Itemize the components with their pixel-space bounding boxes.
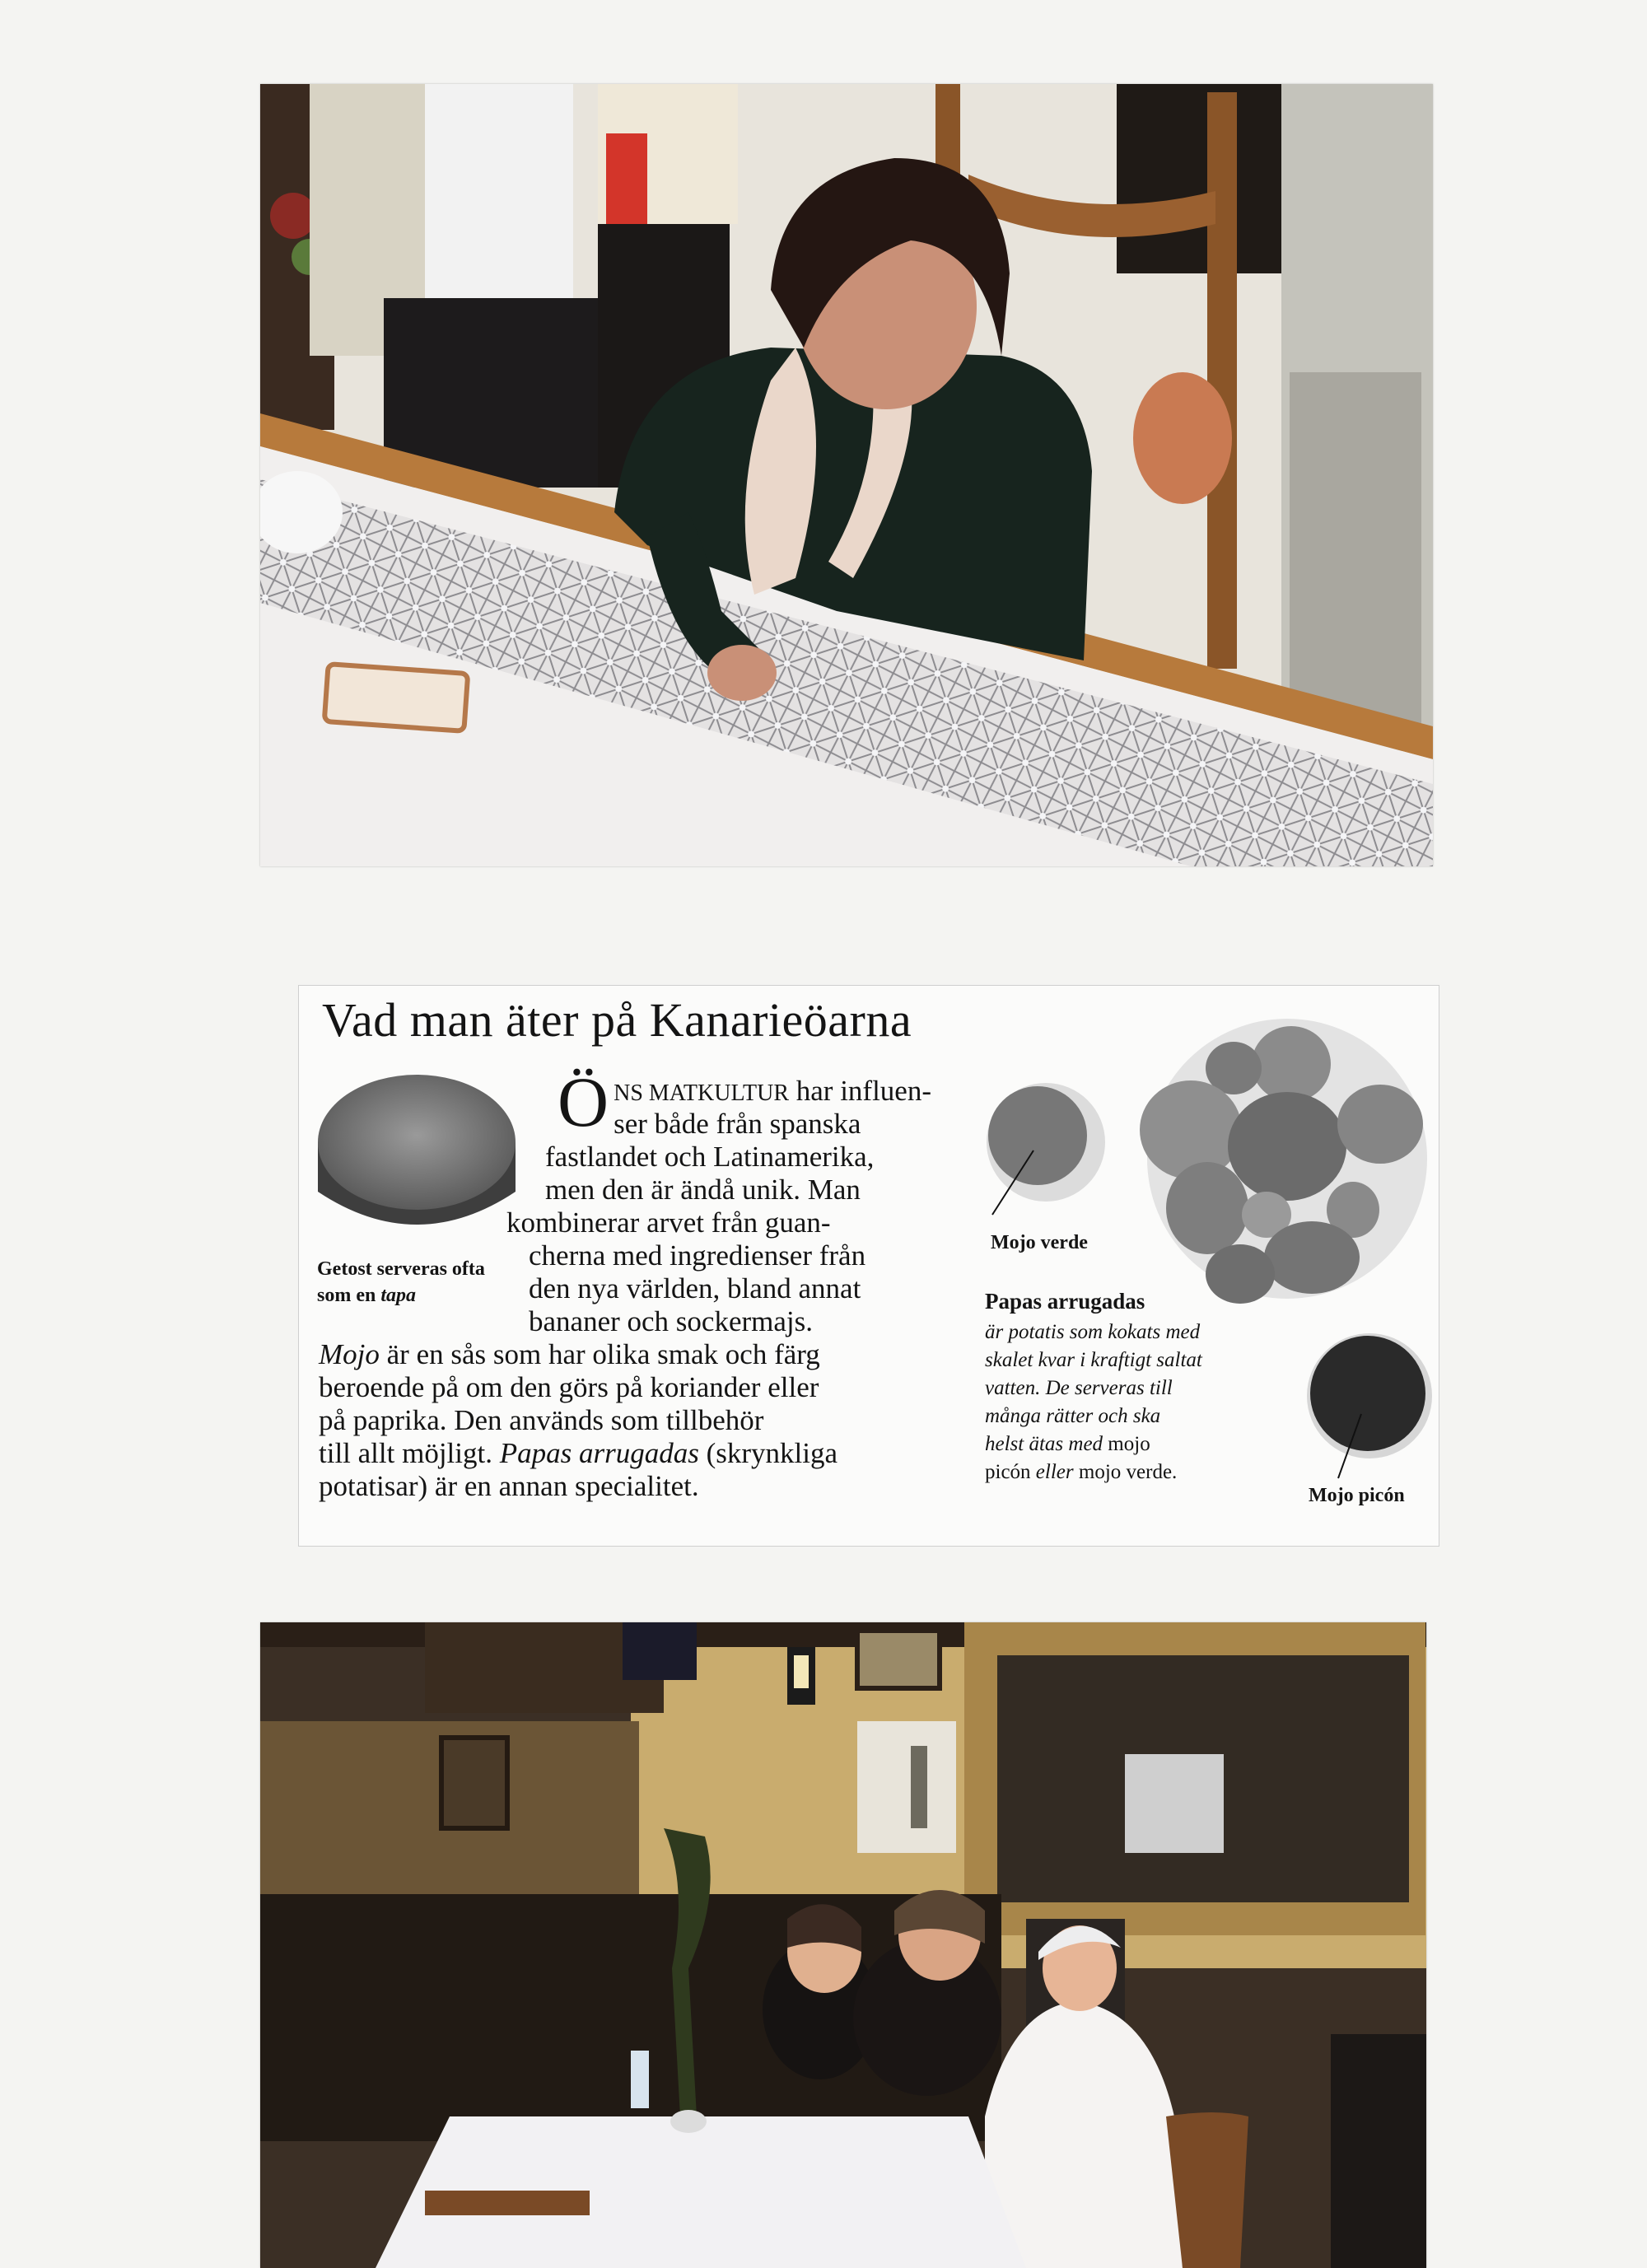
papas-text: picón: [985, 1461, 1036, 1483]
lace-maker-illustration: [260, 84, 1433, 866]
papas-text: helst ätas med: [985, 1433, 1108, 1455]
papas-line: [985, 1458, 1202, 1486]
papas-line: är potatis som kokats med: [985, 1321, 1201, 1343]
body-line: [319, 1338, 969, 1371]
article-body: [319, 1062, 969, 1503]
papas-line: skalet kvar i kraftigt saltat: [985, 1349, 1202, 1371]
papas-description: [985, 1318, 1202, 1486]
papas-line: många rätter och ska: [985, 1405, 1161, 1427]
body-text: till allt möjligt.: [319, 1437, 500, 1469]
papas-text: mojo verde.: [1073, 1461, 1178, 1483]
body-line: cherna med ingredienser från: [529, 1239, 866, 1272]
restaurant-photo: [260, 1622, 1426, 2268]
body-text: har influen-: [796, 1075, 931, 1107]
body-line: men den är ändå unik. Man: [545, 1174, 861, 1206]
body-line: kombinerar arvet från guan-: [506, 1206, 831, 1239]
papas-italic: eller: [1035, 1461, 1074, 1483]
mojo-picon-caption: Mojo picón: [1309, 1485, 1405, 1506]
body-italic: Papas arrugadas: [499, 1437, 699, 1469]
body-line: beroende på om den görs på koriander eller: [319, 1371, 819, 1403]
body-line: fastlandet och Latinamerika,: [545, 1141, 875, 1173]
body-line: på paprika. Den används som tillbehör: [319, 1404, 764, 1436]
drop-cap: Ö: [558, 1062, 609, 1141]
papas-title: Papas arrugadas: [985, 1289, 1145, 1314]
mojo-verde-caption: Mojo verde: [991, 1232, 1088, 1253]
cheese-caption-italic: tapa: [380, 1285, 417, 1306]
body-italic: Mojo: [319, 1338, 380, 1370]
clipping-title: Vad man äter på Kanarieöarna: [322, 993, 912, 1047]
papas-line: [985, 1430, 1202, 1458]
cheese-caption-line: Getost serveras ofta: [317, 1258, 485, 1280]
body-text: är en sås som har olika smak och färg: [379, 1338, 820, 1370]
lace-maker-photo: [260, 84, 1433, 866]
body-line: bananer och sockermajs.: [529, 1305, 813, 1337]
body-line: den nya världen, bland annat: [529, 1272, 861, 1304]
newspaper-clipping: [298, 985, 1439, 1547]
body-text: (skrynkliga: [698, 1437, 838, 1469]
body-line: ser både från spanska: [614, 1108, 861, 1140]
potatoes-image: [1135, 1002, 1431, 1307]
restaurant-illustration: [260, 1622, 1426, 2268]
mojo-verde-image: [976, 1076, 1116, 1216]
mojo-picon-image: [1295, 1323, 1435, 1480]
papas-line: vatten. De serveras till: [985, 1377, 1173, 1399]
body-line: potatisar) är en annan specialitet.: [319, 1470, 699, 1502]
body-line: [319, 1437, 969, 1470]
papas-text: mojo: [1108, 1433, 1150, 1455]
cheese-caption-text: som en: [317, 1285, 381, 1306]
small-caps-lead: NS MATKULTUR: [614, 1080, 789, 1106]
